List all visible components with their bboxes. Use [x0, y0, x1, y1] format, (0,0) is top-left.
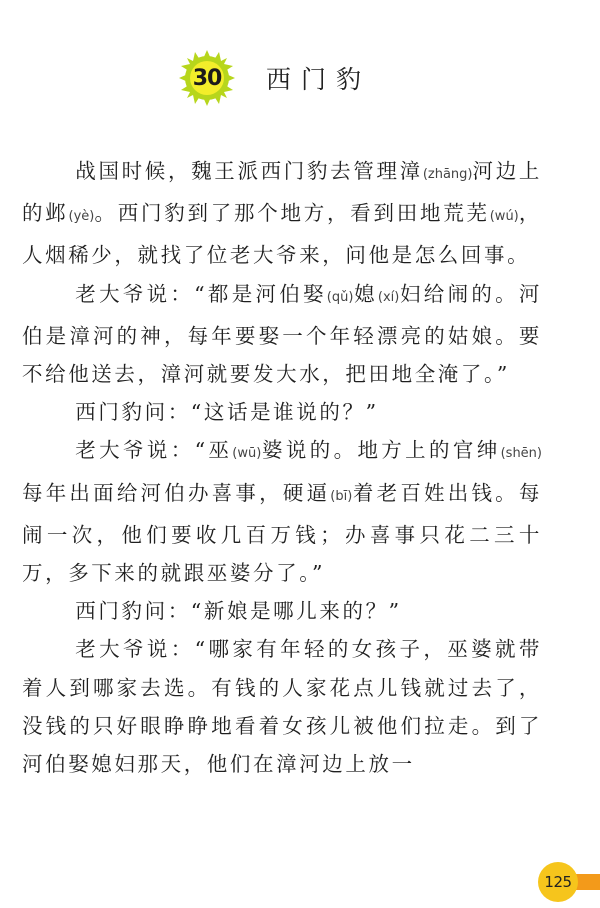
- pinyin-annotation: (yè): [68, 209, 95, 225]
- pinyin-annotation: (shēn): [500, 446, 542, 462]
- page-number: 125: [538, 862, 578, 902]
- paragraph: [22, 275, 542, 394]
- paragraph-text: 每年出面给河伯办喜事，硬逼: [22, 480, 331, 505]
- lesson-text: [22, 152, 542, 783]
- paragraph-text: 河边上的邺: [22, 159, 542, 226]
- pinyin-annotation: (qǔ): [326, 289, 354, 305]
- pinyin-annotation: (xí): [377, 289, 400, 305]
- paragraph-text: ，人烟稀少，就找了位老大爷来，问他是怎么回事。: [22, 201, 542, 268]
- pinyin-annotation: (zhāng): [422, 167, 473, 182]
- paragraph-text: 着老百姓出钱。每闹一次，他们要收几百万钱；办喜事只花二三十万，多下来的就跟巫婆分了。”: [22, 480, 542, 586]
- paragraph: [22, 393, 542, 431]
- pinyin-annotation: (wú): [489, 209, 519, 225]
- paragraph-text: 妇给闹的。河伯是漳河的神，每年要娶一个年轻漂亮的姑娘。要不给他送去，漳河就要发大水，把田地全淹了。”: [22, 281, 542, 387]
- lesson-number: 30: [192, 65, 222, 91]
- paragraph-text: 战国时候，魏王派西门豹去管理漳: [75, 159, 423, 183]
- paragraph-text: 西门豹问：“这话是谁说的？”: [75, 400, 379, 425]
- lesson-number-badge: [178, 49, 236, 107]
- paragraph: [22, 431, 542, 592]
- paragraph-text: 。西门豹到了那个地方，看到田地荒芜: [94, 201, 490, 226]
- paragraph: [22, 592, 542, 630]
- paragraph-text: 老大爷说：“都是河伯娶: [75, 281, 327, 306]
- paragraph: [22, 152, 542, 275]
- lesson-title: 西门豹: [266, 65, 372, 94]
- paragraph-text: 西门豹问：“新娘是哪儿来的？”: [75, 599, 402, 624]
- paragraph-text: 婆说的。地方上的官绅: [261, 438, 501, 463]
- paragraph-text: 老大爷说：“巫: [75, 438, 233, 463]
- lesson-header: [178, 48, 371, 108]
- paragraph: [22, 630, 542, 783]
- paragraph-text: 老大爷说：“哪家有年轻的女孩子，巫婆就带着人到哪家去选。有钱的人家花点儿钱就过去了，没钱的只好眼睁睁地看着女孩儿被他们拉走。到了河伯娶媳妇那天，他们在漳河边上放一: [22, 637, 542, 777]
- pinyin-annotation: (wū): [232, 446, 262, 462]
- paragraph-text: 媳: [353, 281, 378, 306]
- pinyin-annotation: (bī): [330, 488, 353, 504]
